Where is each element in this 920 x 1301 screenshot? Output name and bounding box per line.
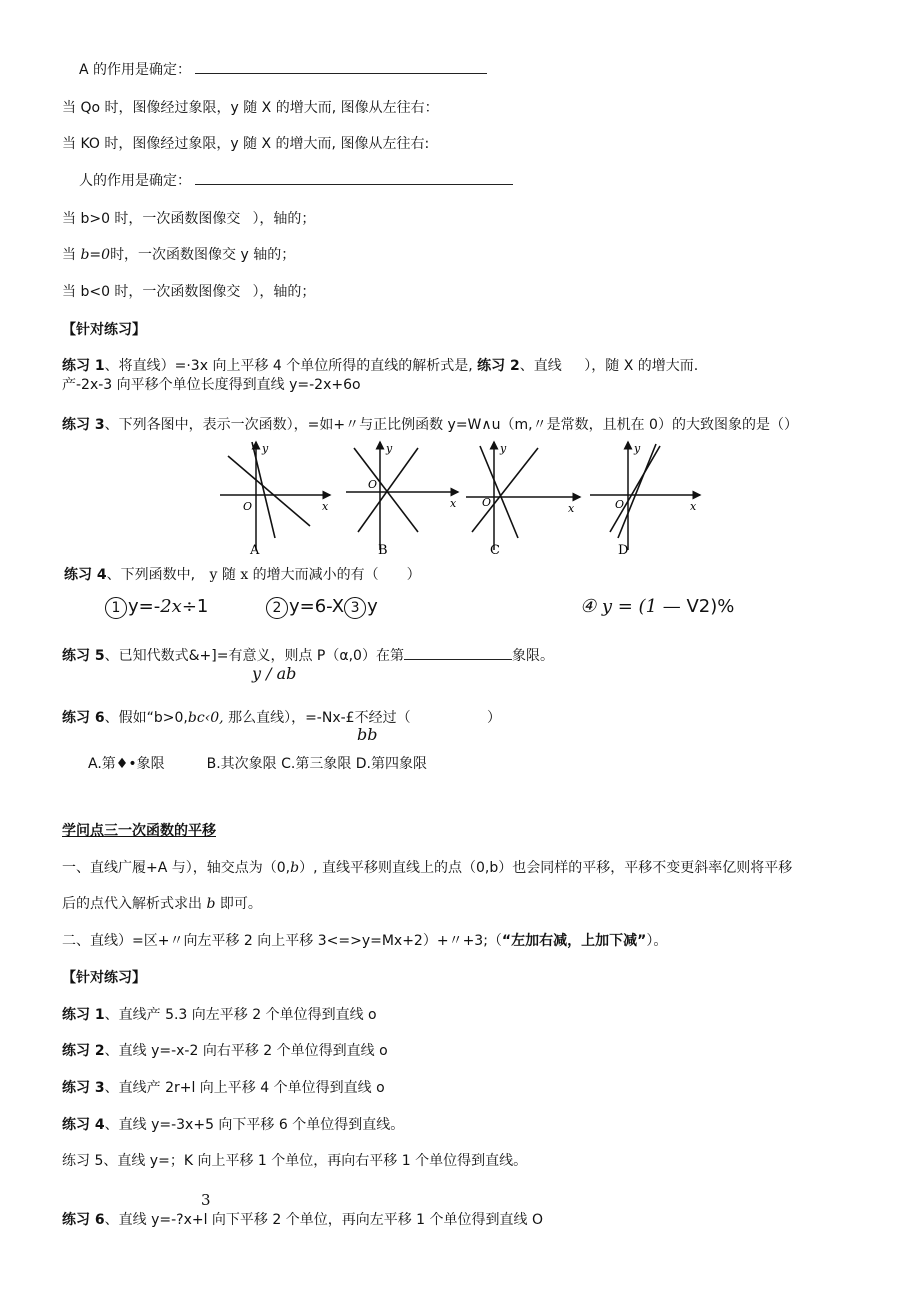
section-paragraph-1: 一、直线广履+A 与），轴交点为（0,b）, 直线平移则直线上的点（0,b）也会同样的平移，平移不变更斜率亿则将平移 (62, 860, 793, 876)
graph-d[interactable] (590, 442, 700, 558)
exercise-6-options: A.第♦•象限 B.其次象限 C.第三象限 D.第四象限 (88, 756, 427, 772)
origin-label: O (482, 496, 492, 509)
k-negative-line: 当 KO 时，图像经过象限，y 随 X 的增大而, 图像从左往右: (62, 136, 430, 152)
translation-exercise-5: 练习 5、直线 y=；K 向上平移 1 个单位，再向右平移 1 个单位得到直线。 (62, 1153, 528, 1169)
x-axis-label: x (690, 500, 697, 513)
graph-a[interactable] (220, 442, 330, 558)
circled-number-2: 2 (266, 597, 288, 619)
exercise-4-option-1[interactable]: 1 y=-2x÷1 (105, 596, 208, 619)
line-1 (610, 446, 660, 532)
exercise-6-formula-sub: bb (357, 725, 378, 744)
answer-blank[interactable] (195, 61, 487, 74)
translation-exercise-2: 练习 2、直线 y=-x-2 向右平移 2 个单位得到直线 o (62, 1043, 388, 1059)
b-role-line: 人的作用是确定： (79, 172, 513, 190)
answer-blank[interactable] (404, 647, 512, 660)
section-paragraph-2: 二、直线）=区+〃向左平移 2 向上平移 3<=>y=Mx+2）+〃+3;（“左加右减，上加下减”）。 (62, 933, 668, 949)
exercise-5-formula-sub: y / ab (252, 664, 297, 683)
x-axis-label: x (322, 500, 329, 513)
translation-exercise-3: 练习 3、直线产 2r+l 向上平移 4 个单位得到直线 o (62, 1080, 385, 1096)
fraction-numerator: 3 (201, 1191, 211, 1209)
b-positive-line: 当 b>0 时，一次函数图像交 ），轴的； (62, 211, 316, 227)
graph-a-label: A (250, 543, 260, 558)
b-negative-line: 当 b<0 时，一次函数图像交 ），轴的； (62, 284, 316, 300)
exercise-4-option-2-3[interactable]: 2 y=6-X 3 y (266, 596, 378, 619)
b-zero-line: 当 b=0时，一次函数图像交 y 轴的； (62, 247, 296, 263)
practice-heading: 【针对练习】 (62, 322, 146, 338)
exercise-4-option-4[interactable]: ④ y = (1 — V2)% (580, 596, 735, 617)
graph-b[interactable] (346, 442, 458, 558)
origin-label: O (615, 498, 625, 511)
line-1 (472, 448, 538, 532)
exercise-5-line: 练习 5、已知代数式&+]=有意义，则点 P（α,0）在第 象限。 (62, 648, 554, 664)
translation-exercise-6: 练习 6、直线 y=-?x+l 向下平移 2 个单位，再向左平移 1 个单位得到直线 O (62, 1212, 544, 1228)
circled-number-1: 1 (105, 597, 127, 619)
exercise-4-line: 练习 4、下列函数中, y 随 x 的增大而减小的有（ ） (64, 567, 421, 583)
graph-options-figure (218, 440, 708, 560)
x-axis-label: x (450, 497, 457, 510)
exercise-3-line: 练习 3、下列各图中，表示一次函数），=如+〃与正比例函数 y=W∧u（m,〃是常数，且机在 0）的大致图象的是（） (62, 417, 798, 433)
y-axis-label: y (500, 442, 507, 455)
graph-d-label: D (618, 543, 629, 558)
line-2 (618, 444, 656, 538)
graph-c-label: C (490, 543, 500, 558)
line-2 (480, 446, 518, 538)
section-title: 学问点三一次函数的平移 (62, 823, 216, 839)
y-axis-label: y (386, 442, 393, 455)
a-role-line: A 的作用是确定： (79, 61, 487, 79)
exercise-2-line2: 产-2x-3 向平移个单位长度得到直线 y=-2x+6o (62, 377, 361, 393)
k-positive-line: 当 Qo 时，图像经过象限，y 随 X 的增大而, 图像从左往右： (62, 100, 439, 116)
x-axis-label: x (568, 502, 575, 515)
y-axis-label: y (634, 442, 641, 455)
translation-exercise-1: 练习 1、直线产 5.3 向左平移 2 个单位得到直线 o (62, 1007, 377, 1023)
origin-label: O (243, 500, 253, 513)
translation-exercise-4: 练习 4、直线 y=-3x+5 向下平移 6 个单位得到直线。 (62, 1117, 405, 1133)
graph-b-label: B (378, 543, 388, 558)
section-paragraph-1-cont: 后的点代入解析式求出 b 即可。 (62, 896, 262, 912)
graph-c[interactable] (466, 442, 580, 558)
practice-heading-2: 【针对练习】 (62, 970, 146, 986)
circled-number-3: 3 (344, 597, 366, 619)
exercise-1-2-line: 练习 1、将直线）=·3x 向上平移 4 个单位所得的直线的解析式是, 练习 2、直线 ），随 X 的增大而. (62, 358, 699, 374)
exercise-6-line: 练习 6、假如“b>0,bc‹0, 那么直线），=-Nx-£不经过（ ） (62, 710, 502, 726)
y-axis-label: y (262, 442, 269, 455)
answer-blank[interactable] (195, 172, 513, 185)
origin-label: O (368, 478, 378, 491)
